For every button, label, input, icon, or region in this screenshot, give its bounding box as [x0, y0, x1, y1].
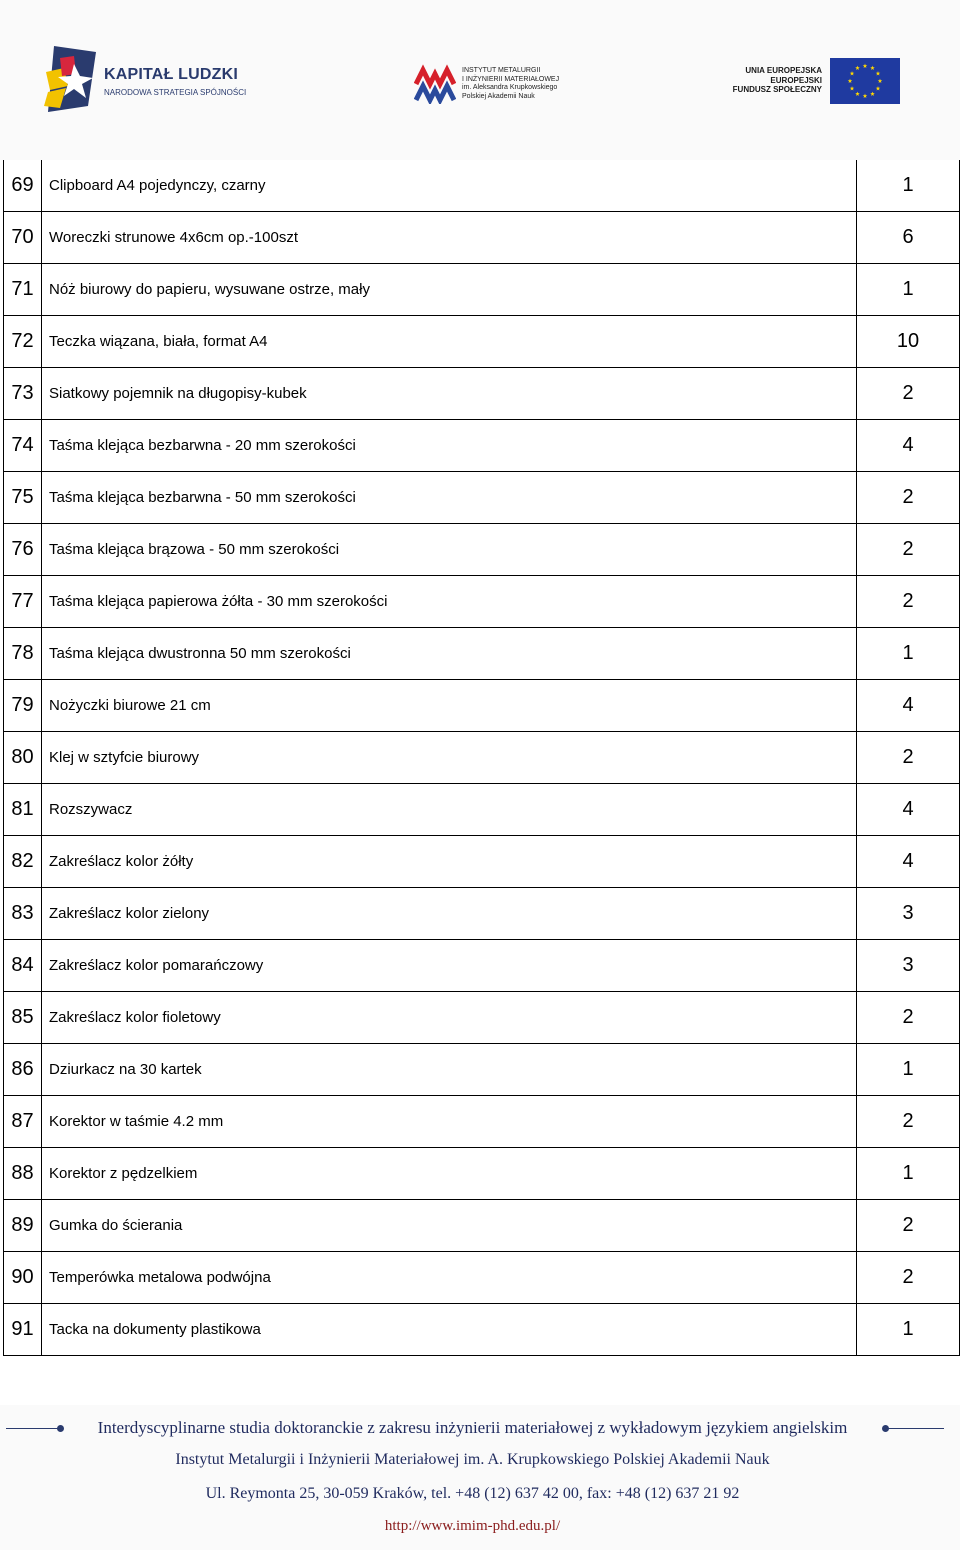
item-name-cell: Taśma klejąca papierowa żółta - 30 mm szerokości [42, 576, 857, 628]
imim-line-2: I INŻYNIERII MATERIAŁOWEJ [462, 75, 560, 83]
imim-logo [414, 62, 584, 106]
table-row [4, 472, 960, 524]
item-quantity-cell: 2 [857, 524, 960, 576]
page-footer [0, 1405, 960, 1550]
item-number-cell: 70 [4, 212, 42, 264]
table-row [4, 836, 960, 888]
table-row [4, 264, 960, 316]
item-quantity-cell: 1 [857, 1044, 960, 1096]
item-number-cell: 84 [4, 940, 42, 992]
imim-logo-text [462, 67, 559, 101]
item-quantity-cell: 1 [857, 264, 960, 316]
item-number-cell: 83 [4, 888, 42, 940]
footer-institute-name: Instytut Metalurgii i Inżynierii Materiałowej im. A. Krupkowskiego Polskiej Akademii Nauk [175, 1451, 770, 1468]
item-quantity-cell: 10 [857, 316, 960, 368]
items-table [3, 160, 960, 1356]
item-quantity-cell: 2 [857, 472, 960, 524]
item-name-cell: Rozszywacz [42, 784, 857, 836]
footer-website-link[interactable]: http://www.imim-phd.edu.pl/ [384, 1518, 561, 1534]
imim-line-1: INSTYTUT METALURGII [462, 67, 541, 74]
item-name-cell: Dziurkacz na 30 kartek [42, 1044, 857, 1096]
table-row [4, 1044, 960, 1096]
item-name-cell: Gumka do ścierania [42, 1200, 857, 1252]
item-name-cell: Temperówka metalowa podwójna [42, 1252, 857, 1304]
item-name-cell: Woreczki strunowe 4x6cm op.-100szt [42, 212, 857, 264]
table-row [4, 784, 960, 836]
item-quantity-cell: 6 [857, 212, 960, 264]
item-number-cell: 82 [4, 836, 42, 888]
item-number-cell: 78 [4, 628, 42, 680]
eu-line-2: EUROPEJSKI [770, 75, 822, 85]
eu-logo [720, 56, 900, 106]
item-number-cell: 74 [4, 420, 42, 472]
item-quantity-cell: 4 [857, 784, 960, 836]
item-quantity-cell: 2 [857, 368, 960, 420]
item-quantity-cell: 4 [857, 420, 960, 472]
page-header [0, 0, 960, 160]
item-number-cell: 73 [4, 368, 42, 420]
item-name-cell: Zakreślacz kolor zielony [42, 888, 857, 940]
table-row [4, 628, 960, 680]
item-quantity-cell: 1 [857, 628, 960, 680]
table-row [4, 732, 960, 784]
table-row [4, 524, 960, 576]
item-number-cell: 77 [4, 576, 42, 628]
item-quantity-cell: 3 [857, 940, 960, 992]
item-name-cell: Teczka wiązana, biała, format A4 [42, 316, 857, 368]
item-name-cell: Klej w sztyfcie biurowy [42, 732, 857, 784]
item-number-cell: 91 [4, 1304, 42, 1356]
table-row [4, 160, 960, 212]
item-number-cell: 89 [4, 1200, 42, 1252]
item-number-cell: 90 [4, 1252, 42, 1304]
item-quantity-cell: 2 [857, 576, 960, 628]
item-name-cell: Clipboard A4 pojedynczy, czarny [42, 160, 857, 212]
item-name-cell: Taśma klejąca bezbarwna - 20 mm szerokości [42, 420, 857, 472]
eu-logo-text [733, 66, 822, 95]
item-name-cell: Zakreślacz kolor fioletowy [42, 992, 857, 1044]
item-quantity-cell: 2 [857, 992, 960, 1044]
item-name-cell: Taśma klejąca dwustronna 50 mm szerokości [42, 628, 857, 680]
table-row [4, 420, 960, 472]
item-name-cell: Nożyczki biurowe 21 cm [42, 680, 857, 732]
table-row [4, 992, 960, 1044]
footer-program-title: Interdyscyplinarne studia doktoranckie z zakresu inżynierii materiałowej z wykładowym językiem angielskim [97, 1418, 848, 1437]
item-name-cell: Zakreślacz kolor żółty [42, 836, 857, 888]
item-number-cell: 80 [4, 732, 42, 784]
table-row [4, 888, 960, 940]
item-name-cell: Zakreślacz kolor pomarańczowy [42, 940, 857, 992]
item-quantity-cell: 2 [857, 1096, 960, 1148]
item-number-cell: 76 [4, 524, 42, 576]
item-number-cell: 85 [4, 992, 42, 1044]
imim-line-4: Polskiej Akademii Nauk [462, 92, 535, 100]
item-quantity-cell: 2 [857, 1252, 960, 1304]
item-number-cell: 71 [4, 264, 42, 316]
item-quantity-cell: 2 [857, 1200, 960, 1252]
kapital-ludzki-title: KAPITAŁ LUDZKI [104, 66, 239, 83]
item-number-cell: 86 [4, 1044, 42, 1096]
table-row [4, 1148, 960, 1200]
eu-line-3: FUNDUSZ SPOŁECZNY [732, 85, 822, 94]
item-quantity-cell: 1 [857, 1304, 960, 1356]
table-row [4, 1252, 960, 1304]
kapital-ludzki-emblem-icon [44, 46, 96, 112]
table-row [4, 368, 960, 420]
item-number-cell: 75 [4, 472, 42, 524]
table-row [4, 212, 960, 264]
eu-flag-icon [830, 58, 900, 104]
item-quantity-cell: 2 [857, 732, 960, 784]
table-row [4, 1304, 960, 1356]
item-number-cell: 69 [4, 160, 42, 212]
table-row [4, 316, 960, 368]
item-quantity-cell: 4 [857, 836, 960, 888]
imim-line-3: im. Aleksandra Krupkowskiego [462, 84, 558, 91]
item-name-cell: Taśma klejąca bezbarwna - 50 mm szerokości [42, 472, 857, 524]
table-row [4, 680, 960, 732]
item-number-cell: 88 [4, 1148, 42, 1200]
item-name-cell: Siatkowy pojemnik na długopisy-kubek [42, 368, 857, 420]
imim-emblem-icon [414, 64, 456, 104]
item-number-cell: 87 [4, 1096, 42, 1148]
item-quantity-cell: 1 [857, 1148, 960, 1200]
item-name-cell: Korektor z pędzelkiem [42, 1148, 857, 1200]
item-number-cell: 72 [4, 316, 42, 368]
table-row [4, 1096, 960, 1148]
item-quantity-cell: 4 [857, 680, 960, 732]
item-name-cell: Taśma klejąca brązowa - 50 mm szerokości [42, 524, 857, 576]
item-number-cell: 81 [4, 784, 42, 836]
kapital-ludzki-subtitle: NARODOWA STRATEGIA SPÓJNOŚCI [104, 88, 247, 97]
table-row [4, 940, 960, 992]
table-row [4, 576, 960, 628]
eu-line-1: UNIA EUROPEJSKA [745, 66, 822, 75]
item-name-cell: Nóż biurowy do papieru, wysuwane ostrze, mały [42, 264, 857, 316]
item-number-cell: 79 [4, 680, 42, 732]
item-quantity-cell: 1 [857, 160, 960, 212]
item-name-cell: Tacka na dokumenty plastikowa [42, 1304, 857, 1356]
kapital-ludzki-logo [44, 44, 264, 114]
item-quantity-cell: 3 [857, 888, 960, 940]
table-row [4, 1200, 960, 1252]
footer-address: Ul. Reymonta 25, 30-059 Kraków, tel. +48 (12) 637 42 00, fax: +48 (12) 637 21 92 [205, 1485, 740, 1502]
item-name-cell: Korektor w taśmie 4.2 mm [42, 1096, 857, 1148]
